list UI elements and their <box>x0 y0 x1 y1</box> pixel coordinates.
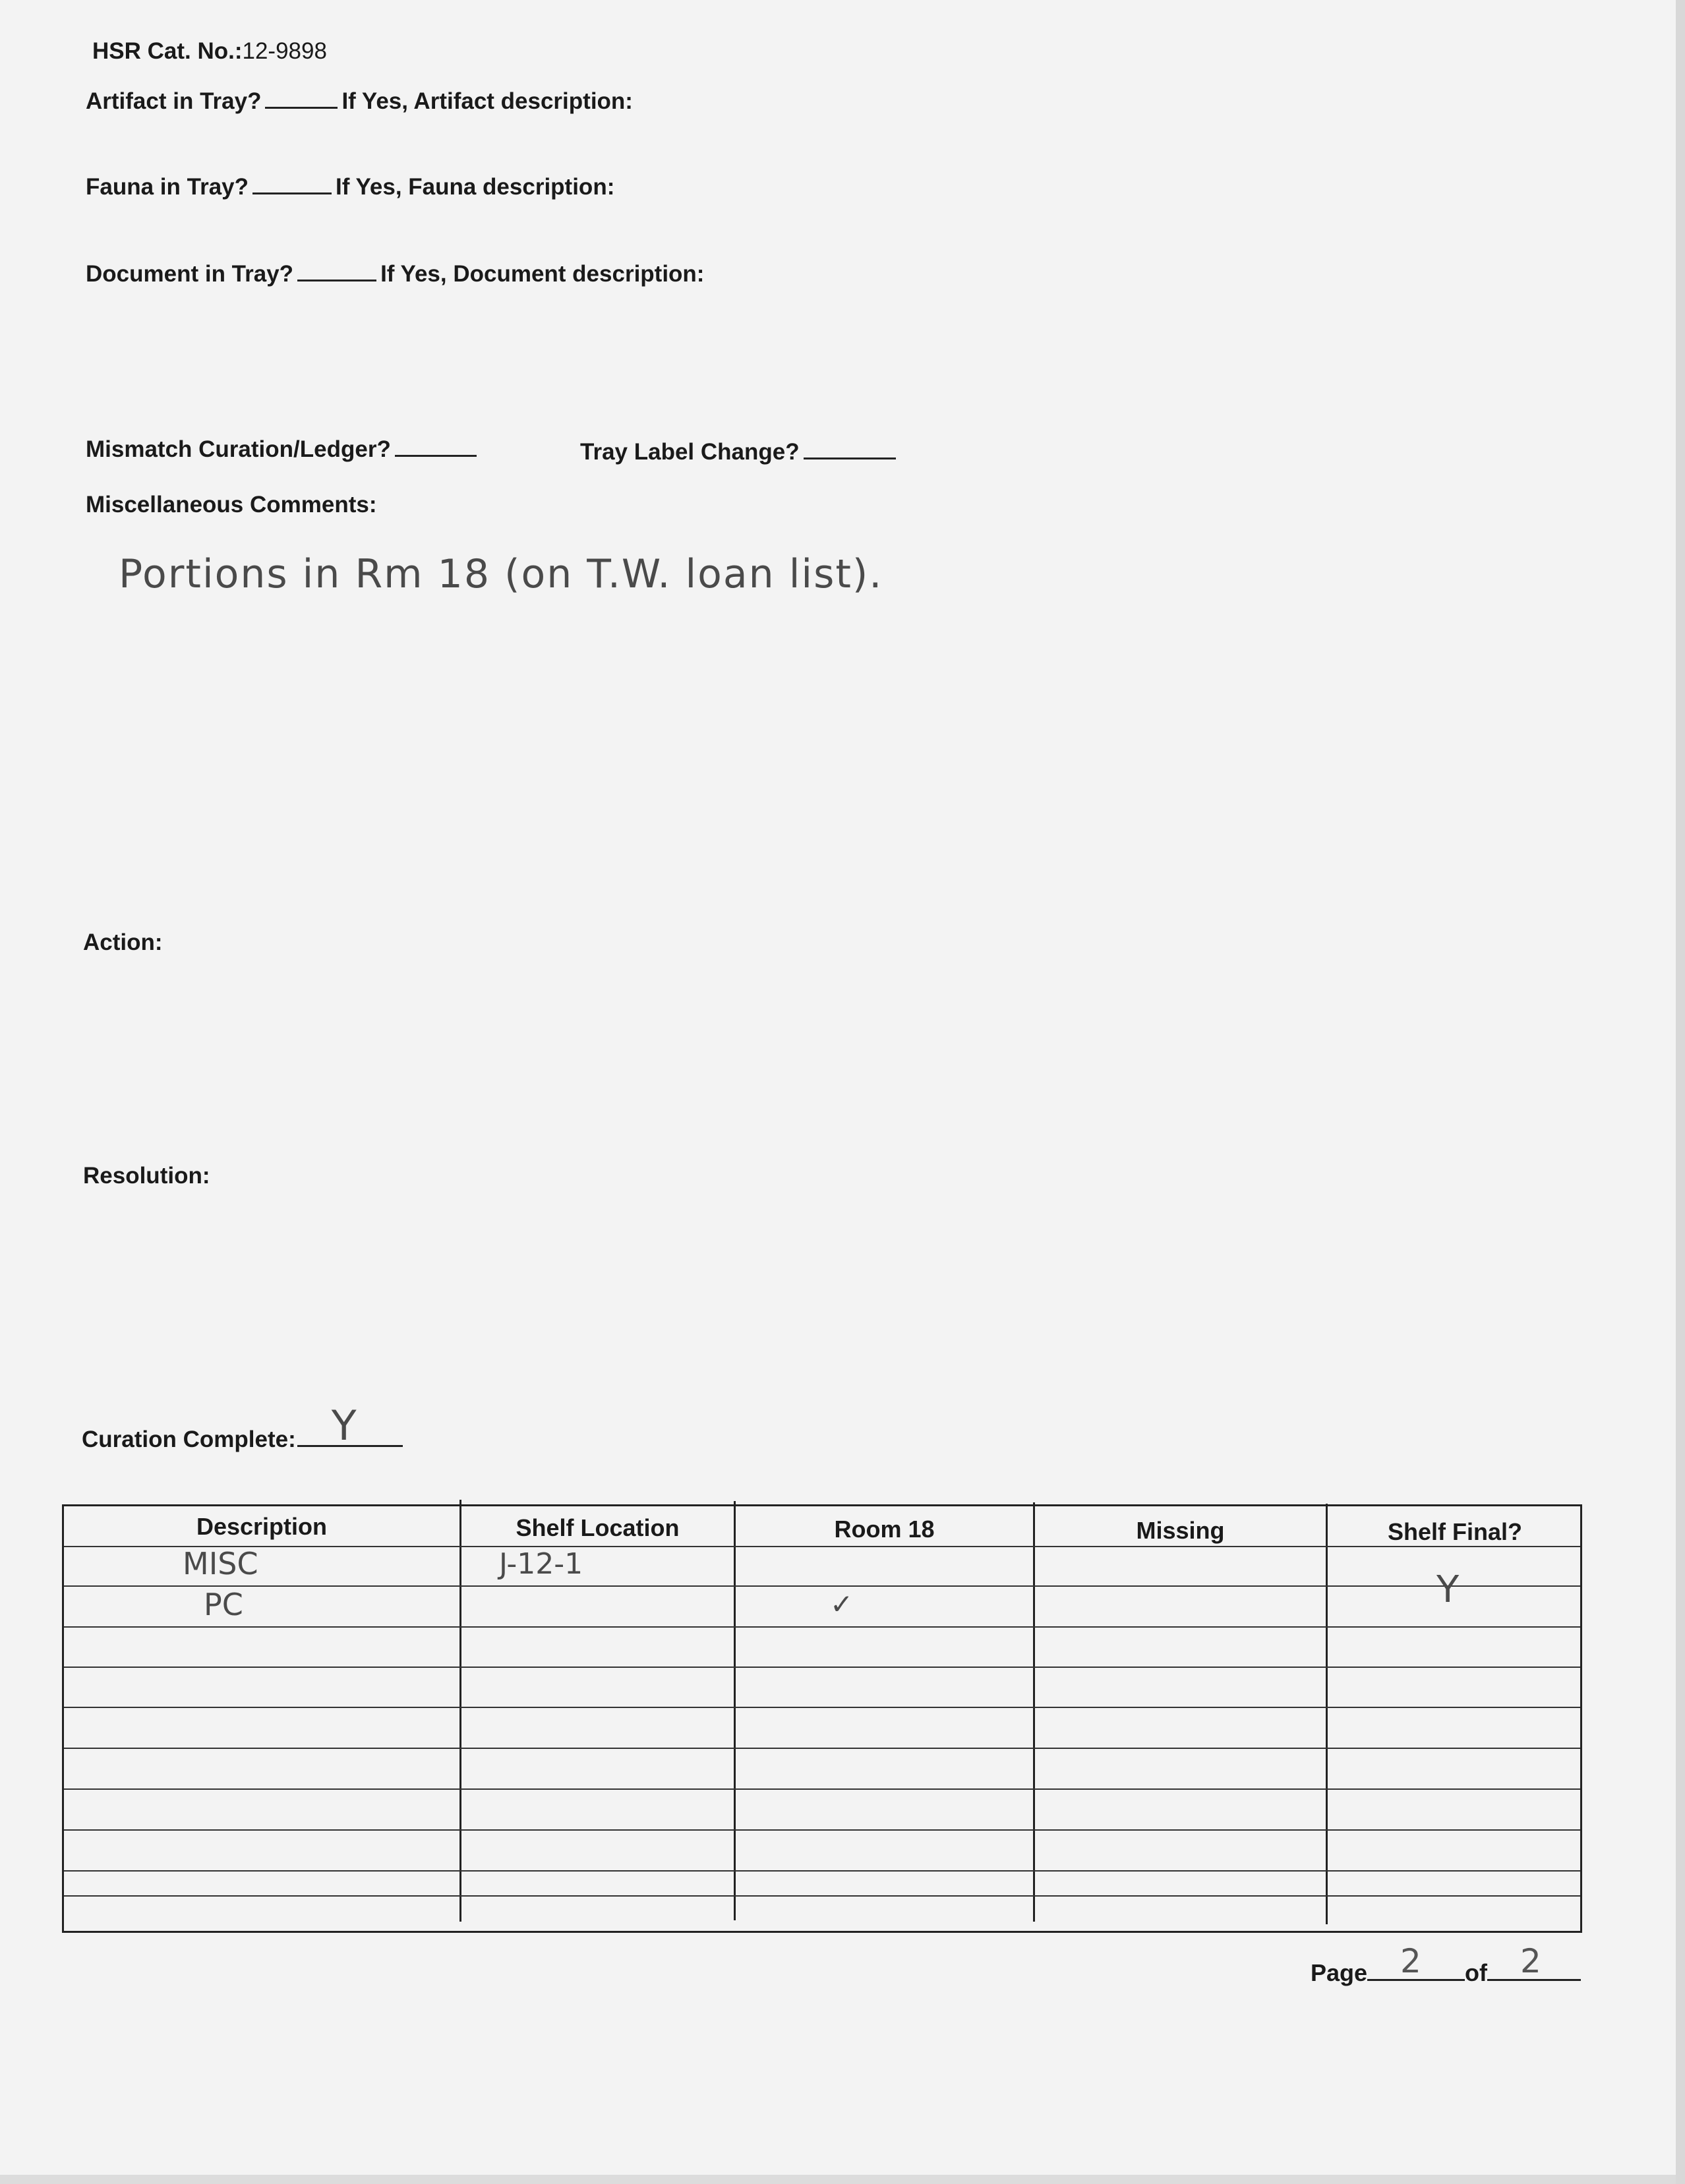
mismatch-row <box>86 435 481 463</box>
catalog-number-value: 12-9898 <box>242 38 327 64</box>
curation-complete-label: Curation Complete: <box>82 1427 296 1452</box>
fauna-description-label: If Yes, Fauna description: <box>336 174 615 200</box>
artifact-row <box>86 87 633 115</box>
document-description-label: If Yes, Document description: <box>380 261 705 287</box>
catalog-number <box>92 38 327 65</box>
row-divider <box>64 1748 1580 1749</box>
row-divider <box>64 1667 1580 1668</box>
row-divider <box>64 1788 1580 1790</box>
curation-complete-value: Y <box>331 1402 358 1450</box>
misc-comments-label: Miscellaneous Comments: <box>86 492 377 517</box>
page-number-blank <box>1367 1942 1465 1981</box>
cell-room-18: ✓ <box>830 1588 854 1620</box>
action-label: Action: <box>83 930 163 955</box>
page-label: Page <box>1311 1959 1368 1986</box>
row-divider <box>64 1546 1580 1547</box>
curation-complete-row <box>82 1402 407 1453</box>
row-divider <box>64 1626 1580 1628</box>
document-answer-blank[interactable] <box>297 260 376 281</box>
tray-label-question: Tray Label Change? <box>580 439 800 465</box>
page-number-value: 2 <box>1400 1942 1421 1980</box>
cell-shelf-final: Y <box>1436 1568 1460 1611</box>
resolution-label: Resolution: <box>83 1163 210 1189</box>
header-missing: Missing <box>1136 1517 1225 1544</box>
tray-label-row <box>580 438 900 465</box>
curation-complete-blank[interactable] <box>297 1402 403 1450</box>
header-room-18: Room 18 <box>834 1516 935 1543</box>
total-pages-blank <box>1487 1942 1581 1981</box>
curation-table <box>62 1504 1582 1933</box>
of-label: of <box>1465 1959 1488 1986</box>
header-description: Description <box>196 1513 328 1540</box>
cell-description: PC <box>204 1587 243 1622</box>
row-divider <box>64 1707 1580 1708</box>
document-question: Document in Tray? <box>86 261 294 287</box>
header-shelf-final: Shelf Final? <box>1387 1518 1522 1545</box>
document-row <box>86 260 704 287</box>
artifact-question: Artifact in Tray? <box>86 88 262 114</box>
tray-label-answer-blank[interactable] <box>804 438 896 459</box>
misc-comments-handwriting: Portions in Rm 18 (on T.W. loan list). <box>119 551 883 597</box>
artifact-answer-blank[interactable] <box>265 87 338 109</box>
row-divider <box>64 1870 1580 1872</box>
catalog-number-label: HSR Cat. No.: <box>92 38 243 64</box>
cell-shelf-location: J-12-1 <box>499 1547 583 1581</box>
column-divider <box>1326 1504 1328 1924</box>
total-pages-value: 2 <box>1520 1942 1541 1980</box>
row-divider <box>64 1585 1580 1587</box>
header-shelf-location: Shelf Location <box>516 1514 680 1541</box>
fauna-answer-blank[interactable] <box>252 173 332 194</box>
row-divider <box>64 1829 1580 1831</box>
cell-description: MISC <box>183 1546 258 1581</box>
page-numbering <box>1311 1942 1581 1987</box>
mismatch-question: Mismatch Curation/Ledger? <box>86 436 391 462</box>
fauna-row <box>86 173 614 200</box>
column-divider <box>1033 1502 1035 1922</box>
column-divider <box>734 1501 736 1920</box>
fauna-question: Fauna in Tray? <box>86 174 249 200</box>
artifact-description-label: If Yes, Artifact description: <box>341 88 633 114</box>
mismatch-answer-blank[interactable] <box>395 435 477 457</box>
row-divider <box>64 1895 1580 1897</box>
column-divider <box>459 1500 461 1922</box>
